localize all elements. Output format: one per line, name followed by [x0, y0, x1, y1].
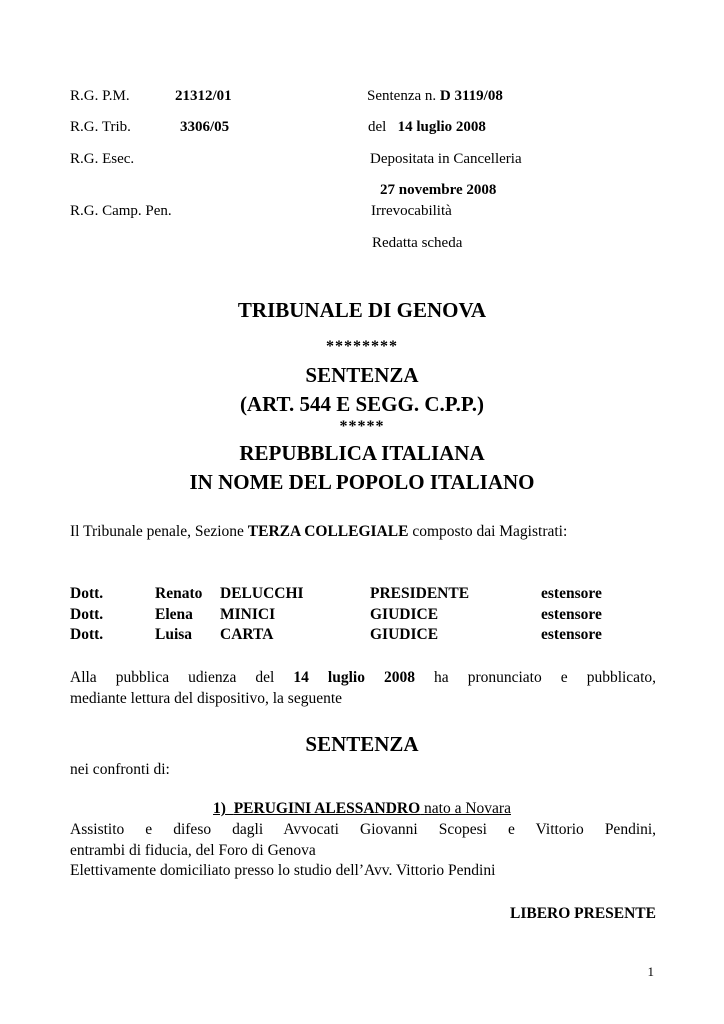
del-label: del	[368, 119, 387, 135]
redatta-scheda-label: Redatta scheda	[372, 235, 463, 251]
judge-3-title: Dott.	[70, 626, 104, 643]
rg-esec-label: R.G. Esec.	[70, 151, 135, 167]
sentenza-title: SENTENZA	[305, 363, 419, 387]
assisted-word: Vittorio	[535, 821, 584, 838]
deposit-date: 27 novembre 2008	[380, 182, 497, 198]
judge-1-role: PRESIDENTE	[370, 585, 470, 602]
separator-stars-2: *****	[339, 418, 385, 435]
judge-3-last: CARTA	[220, 626, 274, 643]
defendant-assisted-line	[70, 821, 656, 839]
hearing-line-1	[70, 669, 656, 687]
depositata-label: Depositata in Cancelleria	[370, 151, 522, 167]
rg-trib-value: 3306/05	[180, 119, 230, 135]
assisted-word: Pendini,	[604, 821, 657, 838]
irrevocabilita-label: Irrevocabilità	[371, 203, 452, 219]
hearing-line-2: mediante lettura del dispositivo, la seguente	[70, 690, 343, 707]
judge-3-first: Luisa	[155, 626, 193, 643]
assisted-word: Giovanni	[360, 821, 418, 838]
court-title: TRIBUNALE DI GENOVA	[237, 298, 487, 322]
defendant-birthplace: nato a Novara	[424, 800, 511, 817]
assisted-word: Assistito	[70, 821, 125, 838]
defendant-name: PERUGINI ALESSANDRO	[233, 800, 421, 817]
article-reference: (ART. 544 E SEGG. C.P.P.)	[239, 392, 485, 416]
hearing-date: 14 luglio 2008	[293, 669, 415, 686]
confronti-label: nei confronti di:	[70, 761, 170, 778]
defendant-status: LIBERO PRESENTE	[509, 905, 656, 922]
sentenza-number	[367, 88, 503, 105]
judge-1-extra: estensore	[541, 585, 602, 602]
separator-stars-1: ********	[326, 338, 398, 355]
judge-3-role: GIUDICE	[370, 626, 439, 643]
judge-2-role: GIUDICE	[370, 606, 439, 623]
intro-before: Il Tribunale penale, Sezione	[70, 523, 248, 540]
assisted-word: e	[145, 821, 153, 838]
assisted-word: Scopesi	[438, 821, 487, 838]
defendant-line-3: Elettivamente domiciliato presso lo studio dell’Avv. Vittorio Pendini	[70, 862, 496, 879]
rg-trib-label: R.G. Trib.	[70, 119, 131, 135]
judge-3-extra: estensore	[541, 626, 602, 643]
sentenza-date	[368, 119, 486, 136]
defendant-heading	[0, 800, 724, 818]
rg-pm-label: R.G. P.M.	[70, 88, 130, 104]
judge-1-last: DELUCCHI	[220, 585, 304, 602]
defendant-number: 1)	[213, 800, 226, 817]
assisted-word: e	[507, 821, 515, 838]
hearing-before: Alla pubblica udienza del	[70, 669, 275, 686]
judge-1-title: Dott.	[70, 585, 104, 602]
judge-2-extra: estensore	[541, 606, 602, 623]
rg-camp-label: R.G. Camp. Pen.	[70, 203, 172, 219]
judge-1-first: Renato	[155, 585, 203, 602]
republic-title: REPUBBLICA ITALIANA	[239, 441, 485, 465]
rg-pm-value: 21312/01	[175, 88, 232, 104]
del-value: 14 luglio 2008	[397, 119, 486, 135]
assisted-word: dagli	[232, 821, 264, 838]
intro-after: composto dai Magistrati:	[408, 523, 568, 540]
people-title: IN NOME DEL POPOLO ITALIANO	[189, 470, 535, 494]
sentenza-value: D 3119/08	[439, 88, 503, 104]
assisted-word: Avvocati	[283, 821, 339, 838]
judge-2-title: Dott.	[70, 606, 104, 623]
defendant-line-2: entrambi di fiducia, del Foro di Genova	[70, 842, 316, 859]
hearing-after: ha pronunciato e pubblicato,	[434, 669, 656, 686]
judge-2-first: Elena	[155, 606, 193, 623]
sentenza-label: Sentenza n.	[367, 88, 437, 104]
section-name: TERZA COLLEGIALE	[247, 523, 409, 540]
page-number: 1	[647, 964, 654, 979]
judge-2-last: MINICI	[220, 606, 276, 623]
intro-line	[70, 523, 567, 541]
sentenza-heading-2: SENTENZA	[305, 732, 419, 756]
assisted-word: difeso	[173, 821, 212, 838]
